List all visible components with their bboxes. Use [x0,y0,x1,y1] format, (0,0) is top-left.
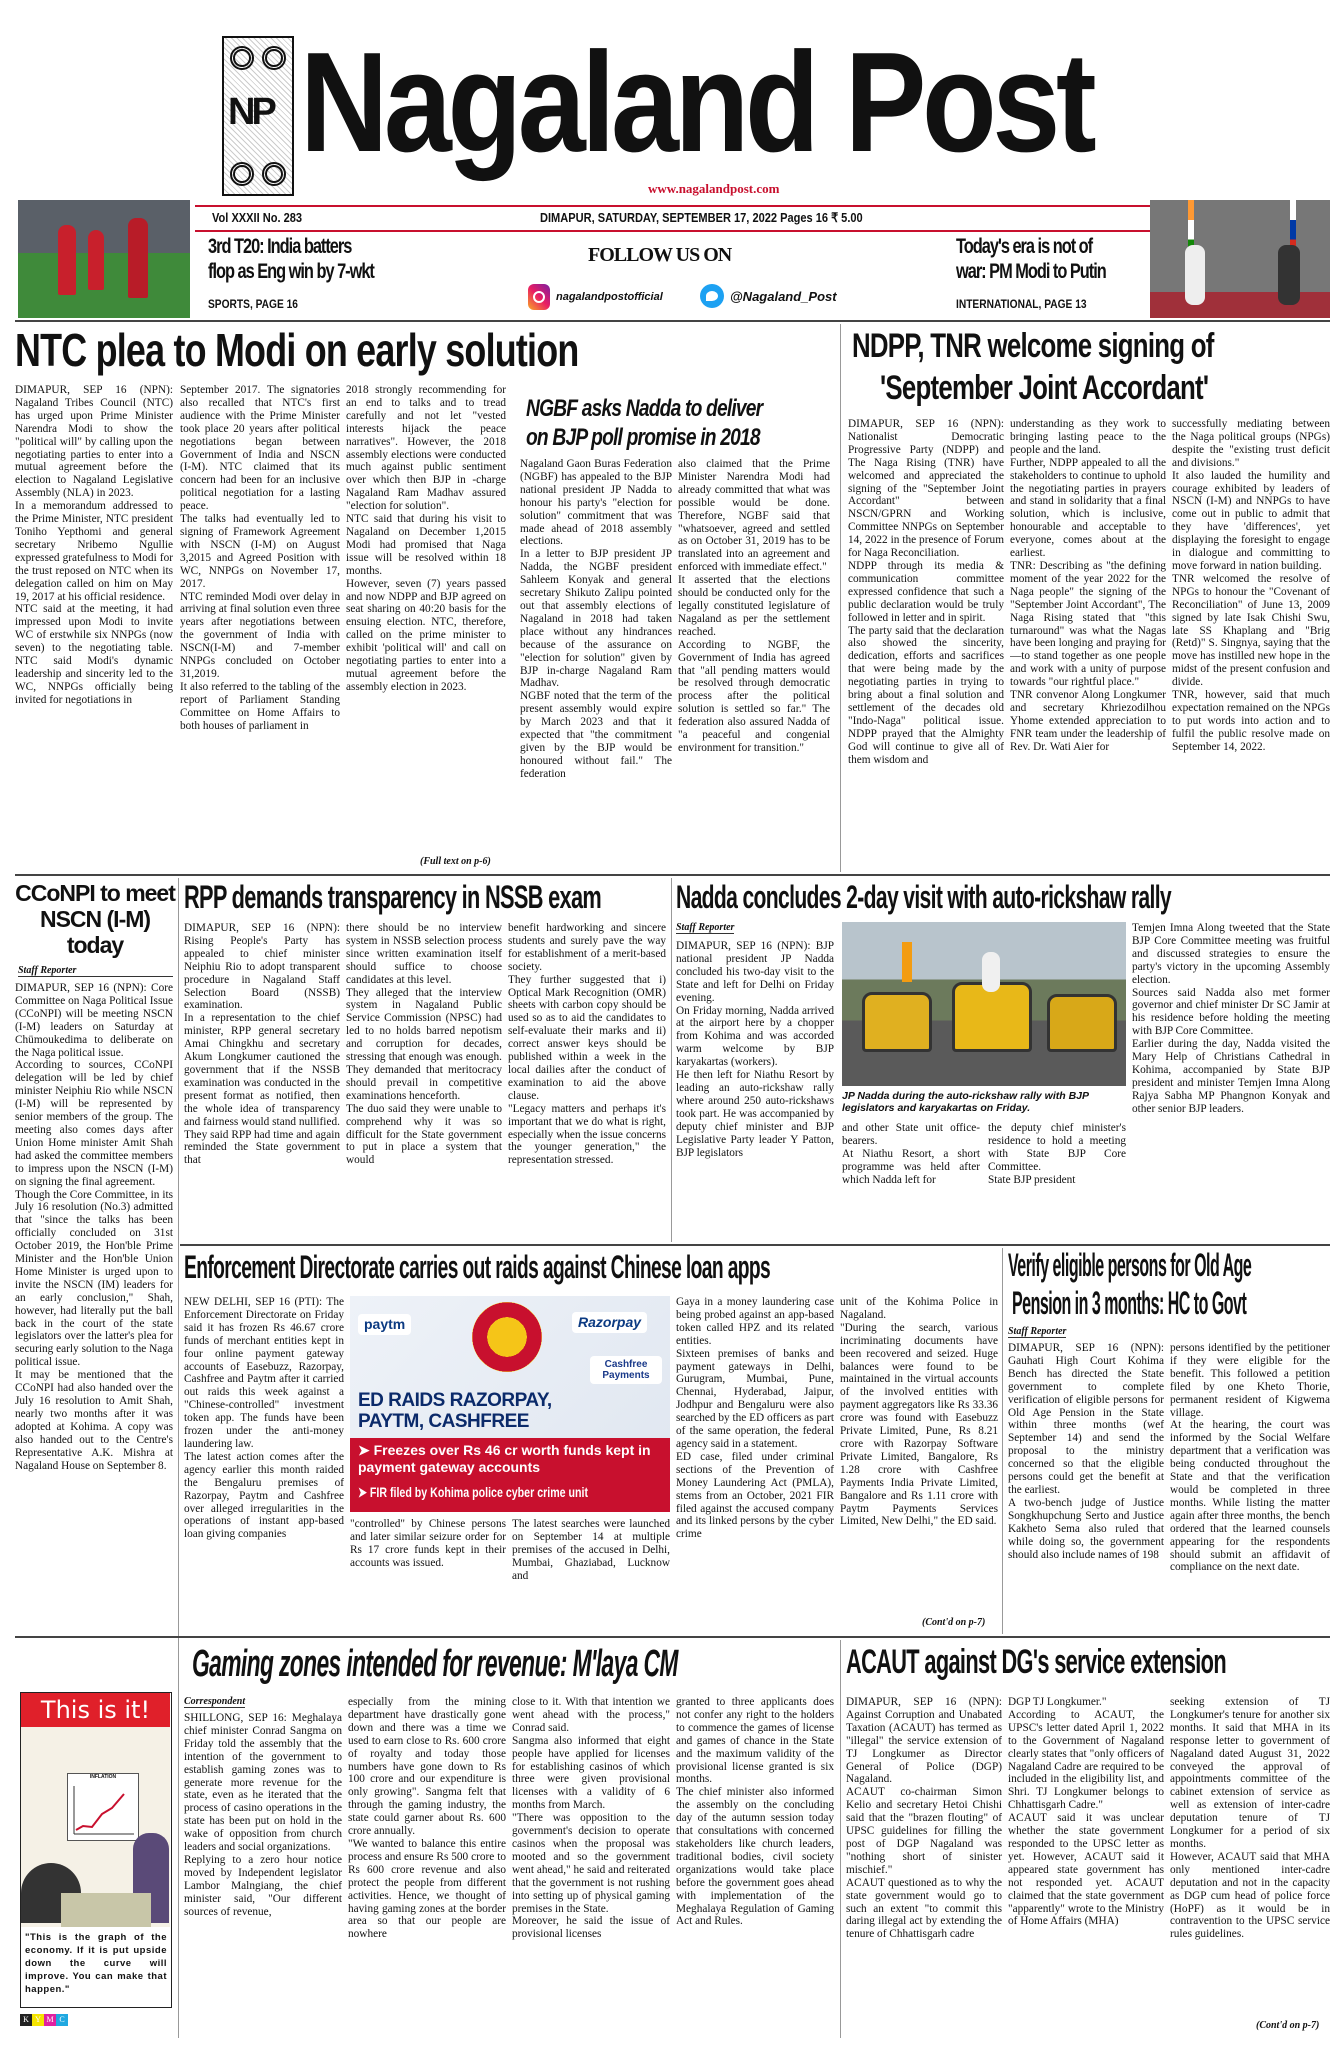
headline-acaut[interactable]: ACAUT against DG's service extension [846,1643,1226,1681]
nadda-col-1: DIMAPUR, SEP 16 (NPN): BJP national president JP Nadda concluded his two-day visit to the State and left for Delhi on Friday evening. On Friday morning, Nadda arrived at the airport here by a chopper from Kohima and was accorded warm welcome by BJP karyakartas (workers). He then left for Niathu Resort by leading an auto-rickshaw rally where around 250 auto-rickshaws took part. He was accompanied by deputy chief minister and BJP Legislative Party leader Y Patton, BJP legislators [676,940,834,1159]
paytm-logo: paytm [358,1314,411,1335]
rpp-col-1: DIMAPUR, SEP 16 (NPN): Rising People's Party has appealed to chief minister Neiphiu Rio to adopt transparent procedure in Nagaland Staff Selection Board (NSSB) examination. In a representation to the chief minister, RPP general secretary Amai Chingkhu and secretary Akum Longkumer cautioned the government that if the NSSB examination was conducted in the present format as notified, then the whole idea of transparency and fairness would stand nullified. They said RPP had time and again reminded the State government that [184,922,340,1167]
ed-graphic-point-2: ➤ FIR filed by Kohima police cyber crime unit [358,1484,589,1500]
cartoon-title: This is it! [21,1693,170,1727]
acaut-continued[interactable]: (Cont'd on p-7) [1256,2020,1320,2031]
ntc-col-2: September 2017. The signatories also recalled that NTC's first audience with the Prime Minister took place 20 years after political negotiations began between Government of India and NSCN (I-M). NTC claimed that its concern had been for an inclusive political negotiation for a lasting peace. The talks had eventually led to signing of Framework Agreement with NSCN (I-M) on August 3,2015 and Agreed Position with WC, NNPGs on November 17, 2017. NTC reminded Modi over delay in arriving at final solution even three years after negotiations between the government of India with NSCN(I-M) and 7-member NNPGs concluded on October 31,2019. It also referred to the tabling of the report of Parliament Standing Committee on Home Affairs to both houses of parliament in [180,384,340,732]
ntc-col-3: 2018 strongly recommending for an end to talks and to tread carefully and not let "vested interests hijack the peace narratives". However, the 2018 assembly elections were conducted much against public sentiment over which then BJP in -charge Nagaland Ram Madhav assured "election for solution". NTC said that during his visit to Nagaland on December 1,2015 Modi had promised that Naga issue will be resolved within 18 months. However, seven (7) years passed and now NDPP and BJP agreed on seat sharing on 40:20 basis for the ensuing election. NTC, therefore, called on the prime minister to exhibit 'political will' and call on negotiating parties to enter into a mutual agreement before the assembly election in 2023. [346,384,506,693]
rpp-col-2: there should be no interview system in NSSB selection process since written examination itself should suffice to choose candidates at this level. They alleged that the interview system in Nagaland Public Service Commission (NPSC) had led to no holds barred nepotism and corruption for decades, stressing that enough was enough. They demanded that meritocracy should prevail in competitive examinations henceforth. The duo said they were unable to comprehend why it was so difficult for the State government to put in place a system that would [346,922,502,1167]
cartoon-inflation-chart: INFLATION [67,1773,139,1841]
ed-col-3: The latest searches were launched on September 14 at multiple premises of the accused in Delhi, Mumbai, Ghaziabad, Lucknow and [512,1518,670,1582]
headline-hc-1[interactable]: Verify eligible persons for Old Age [1008,1247,1252,1283]
acaut-col-3: seeking extension of TJ Longkumer's tenure for another six months. It said that MHA in its response letter to government of Nagaland dated August 31, 2022 conveyed the approval of appointments committee of the cabinet extension of service as well as extension of inter-cadre deputation tenure of TJ Longkumer for a period of six months. However, ACAUT said that MHA only mentioned inter-cadre deputation and not in the capacity as DGP cum head of police force (HoPF) as it would be in contravention to the UPSC service rules guidelines. [1170,1696,1330,1941]
teaser-sports-photo[interactable] [18,200,190,318]
ed-col-5: unit of the Kohima Police in Nagaland. "During the search, various incriminating documents have been recovered and seized. Huge balances were found to be maintained in the virtual accounts of the involved entities with payment aggregators like Rs 33.36 crore was found with Easebuzz Private Limited, Pune, Rs 8.21 crore with Razorpay Software Private Limited, Bangalore, Rs 1.28 crore with Cashfree Payments India Private Limited, Bangalore and Rs 1.11 crore with Paytm Payments Services Limited, New Delhi," the ED said. [840,1296,998,1528]
headline-ndpp-2[interactable]: 'September Joint Accordant' [880,369,1209,407]
gaming-col-3: close to it. With that intention we went ahead with the process," Conrad said. Sangma also informed that eight people have applied for licenses for establishing casinos of which three were given provisional licenses with a validity of 6 months from March. "There was opposition to the government's decision to operate casinos when the proposal was mooted and so the government went ahead," he said and reiterated that the government is not rushing into setting up of physical gaming premises in the State. Moreover, he said the issue of provisional licenses [512,1696,670,1941]
nadda-byline: Staff Reporter [676,922,735,933]
headline-rpp[interactable]: RPP demands transparency in NSSB exam [184,879,602,915]
razorpay-logo: Razorpay [572,1312,647,1333]
headline-ngbf-1[interactable]: NGBF asks Nadda to deliver [526,395,763,422]
gaming-col-1: SHILLONG, SEP 16: Meghalaya chief minister Conrad Sangma on Friday told the assembly that the intention of the government to establish gaming zones was to generate more revenue for the state, even as he iterated that the process of casino operations in the state has been put on hold in the wake of opposition from church leaders and social organizations. Replying to a zero hour notice moved by Independent legislator Lambor Malngiang, the chief minister said, "Our different sources of revenue, [184,1712,342,1918]
dateline: DIMAPUR, SATURDAY, SEPTEMBER 17, 2022 Pages 16 ₹ 5.00 [540,210,863,225]
headline-ntc[interactable]: NTC plea to Modi on early solution [15,324,579,376]
cashfree-logo: Cashfree Payments [590,1356,662,1384]
headline-hc-2[interactable]: Pension in 3 months: HC to Govt [1012,1285,1247,1321]
masthead-title: Nagaland Post [300,23,1093,182]
cconpi-byline: Staff Reporter [18,965,173,977]
nadda-col-2: and other State unit office-bearers. At Niathu Resort, a short programme was held after which Nadda left for [842,1122,980,1186]
hc-col-1: DIMAPUR, SEP 16 (NPN): Gauhati High Court Kohima Bench has directed the State government to complete verification of eligible persons for Old Age Pension in the State within three months (wef September 14) and send the proposal to the ministry concerned so that the eligible persons could get the benefit at the earliest. A two-bench judge of Justice Songkhupchung Serto and Justice Kakheto Sema also ruled that while doing so, the government should also include names of 198 [1008,1342,1164,1561]
cartoon [20,1692,172,2008]
ed-col-1: NEW DELHI, SEP 16 (PTI): The Enforcement Directorate on Friday said it has frozen Rs 46.67 crore funds of merchant entities kept in four online payment gateway accounts of Easebuzz, Razorpay, Cashfree and Paytm after it carried out raids this week against a "Chinese-controlled" investment token app. The funds have been frozen under the anti-money laundering law. The latest action comes after the agency earlier this month raided the Bengaluru premises of Razorpay, Paytm and Cashfree over alleged irregularities in the operations of instant app-based loan giving companies [184,1296,344,1541]
gaming-col-4: granted to three applicants does not confer any right to the holders to commence the games of license and games of chance in the State and the maximum validity of the provisional license granted is six months. The chief minister also informed the assembly on the concluding day of the autumn session today that consultations with concerned stakeholders like church leaders, traditional bodies, civil society organizations would take place before the government goes ahead with implementation of the Meghalaya Regulation of Gaming Act and Rules. [676,1696,834,1928]
teaser-international-photo[interactable] [1150,200,1330,318]
gaming-byline: Correspondent [184,1696,246,1707]
ntc-col-1: DIMAPUR, SEP 16 (NPN): Nagaland Tribes Council (NTC) has urged upon Prime Minister Narendra Modi to show the "political will" by calling upon the negotiating parties to enter into a mutual agreement before the election to Nagaland Legislative Assembly (NLA) in 2023. In a memorandum addressed to the Prime Minister, NTC president Toniho Yepthomi and general secretary Nribemo Ngullie expressed gratefulness to Modi for the trust reposed on NTC when its delegation called on him on May 19, 2017 at his official residence. NTC said at the meeting, it had impressed upon Modi to invite WC of erstwhile six NNPGs (now seven) to the negotiating table. NTC said Modi's dynamic leadership and sincerity led to the WC, NNPGs officially being invited for negotiations in [15,384,173,706]
nadda-col-4: Temjen Imna Along tweeted that the State BJP Core Committee meeting was fruitful and discussed strategies to ensure the party's victory in the upcoming Assembly election. Sources said Nadda also met former governor and chief minister Dr SC Jamir at his residence before holding the meeting with BJP Core Committee. Earlier during the day, Nadda visited the Mary Help of Christians Cathedral in Kohima, accompanied by State BJP president and minister Temjen Imna Along Rajya Sabha MP Phangnon Konyak and other senior BJP leaders. [1132,922,1330,1115]
ndpp-col-3: successfully mediating between the Naga political groups (NPGs) despite the "existing trust deficit and divisions." It also lauded the humility and courage exhibited by leaders of NSCN (I-M) and NNPGs to have come out in public to admit that they have 'differences', yet displaying the foresight to engage in dialogue and committing to move forward in nation building. TNR welcomed the resolve of NPGs to honour the "Covenant of Reconciliation" of June 13, 2009 signed by late Isak Chishi Swu, late SS Khaplang and "Brig (Retd)" S. Singnya, saying that the move has instilled new hope in the midst of the present confusion and divide. TNR, however, said that much expectation remained on the NPGs to put words into action and to fulfil the public resolve made on September 14, 2022. [1172,418,1330,753]
ngbf-col-1: Nagaland Gaon Buras Federation (NGBF) has appealed to the BJP national president JP Nadda to honour his party's "election for solution" commitment that was made ahead of 2018 assembly elections. In a letter to BJP president JP Nadda, the NGBF president Sahleem Konyak and general secretary Shikuto Zalipu pointed out that assembly elections of Nagaland in 2018 had taken place without any hindrances because of the assurance on "election for solution" given by BJP in-charge Nagaland Ram Madhav. NGBF noted that the term of the present assembly would expire by March 2023 and that it expected that "the commitment given by the BJP would be honoured without fail." The federation [520,458,672,780]
headline-ngbf-2[interactable]: on BJP poll promise in 2018 [526,424,760,451]
twitter-link[interactable]: @Nagaland_Post [700,284,837,308]
ndpp-col-1: DIMAPUR, SEP 16 (NPN): Nationalist Democratic Progressive Party (NDPP) and The Naga Rising (TNR) have welcomed and appreciated the signing of the "September Joint Accordant" between NSCN/GPRN and Working Committee NNPGs on September 14, 2022 in the presence of Forum for Naga Reconciliation. NDPP through its media & communication committee expressed confidence that such a public declaration would be truly followed in letter and in spirit. The party said that the declaration also showed the sincerity, dedication, efforts and sacrifices that were being made by the negotiating parties in trying to bring about a final solution and settlement of the decades old "Indo-Naga" political issue. NDPP prayed that the Almighty God will continue to give all of them wisdom and [848,418,1004,766]
acaut-col-2: DGP TJ Longkumer." According to ACAUT, the UPSC's letter dated April 1, 2022 to the Government of Nagaland clearly states that "only officers of Nagaland Cadre are required to be included in the eligibility list, and Shri. TJ Longkumer belongs to Chhattisgarh Cadre." ACAUT said it was unclear whether the state government responded to the UPSC letter as yet. However, ACAUT said it appeared state government has not responded yet. ACAUT claimed that the state government "apparently" wrote to the Ministry of Home Affairs (MHA) [1008,1696,1164,1928]
ed-graphic-title: ED RAIDS RAZORPAY, PAYTM, CASHFREE [358,1390,552,1432]
headline-gaming[interactable]: Gaming zones intended for revenue: M'laya CM [192,1643,678,1685]
headline-cconpi[interactable]: CCoNPI to meet NSCN (I-M) today [15,880,175,958]
ed-continued[interactable]: (Cont'd on p-7) [922,1617,986,1628]
headline-ed[interactable]: Enforcement Directorate carries out raids against Chinese loan apps [184,1249,771,1285]
follow-us-label: FOLLOW US ON [588,244,732,266]
website-link[interactable]: www.nagalandpost.com [648,181,780,196]
ntc-continued[interactable]: (Full text on p-6) [420,856,491,867]
ed-emblem-icon [472,1302,542,1372]
cartoon-caption: "This is the graph of the economy. If it is put upside down the curve will improve. You can make that happen." [25,1932,167,1995]
instagram-link[interactable]: nagalandpostofficial [528,284,663,310]
nadda-rally-photo[interactable] [842,922,1126,1086]
rpp-col-3: benefit hardworking and sincere students and surely pave the way for establishment of a merit-based society. They further suggested that i) Optical Mark Recognition (OMR) sheets with carbon copy should be used so as to aid the candidates to self-evaluate their marks and ii) correct answer keys should be published within a week in the local dailies after the conduct of examination to aid the above clause. "Legacy matters and perhaps it's important that we do what is right, especially when the issue concerns the younger generation," the representation stressed. [508,922,666,1167]
ngbf-col-2: also claimed that the Prime Minister Narendra Modi had already committed that what was possible would be done. Therefore, NGBF said that "whatsoever, agreed and settled as on October 31, 2019 has to be translated into an agreement and enforced with immediate effect." It asserted that the elections should be conducted only for the legally constituted legislature of Nagaland as per the settlement reached. According to NGBF, the Government of India has agreed that "all pending matters would be resolved through democratic process after the political solution is settled so far." The federation also assured Nadda of "a peaceful and congenial environment for transition." [678,458,830,754]
acaut-col-1: DIMAPUR, SEP 16 (NPN): Against Corruption and Unabated Taxation (ACAUT) has termed as "illegal" the service extension of TJ Longkumer as Director General of Police (DGP) Nagaland. ACAUT co-chairman Simon Kelio and secretary Hetoi Chishi said that the "brazen flouting" of UPSC guidelines for filling the post of DGP Nagaland was "nothing short of sinister mischief." ACAUT questioned as to why the state government would go to such an extent "to commit this daring illegal act by extending the tenure of Chhattisgarh cadre [846,1696,1002,1941]
masthead-logo: NP [222,36,294,196]
ed-graphic-point-1: ➤ Freezes over Rs 46 cr worth funds kept in payment gateway accounts [358,1442,651,1475]
ed-col-2: "controlled" by Chinese persons and later similar seizure order for Rs 17 crore funds kept in their accounts was issued. [350,1518,506,1569]
nadda-photo-caption: JP Nadda during the auto-rickshaw rally with BJP legislators and karyakartas on Friday. [842,1090,1089,1114]
hc-col-2: persons identified by the petitioner if they were eligible for the benefit. This followed a petition filed by one Kheto Thorie, permanent resident of Kigwema village. At the hearing, the court was informed by the Social Welfare department that a verification was being conducted throughout the State and that the verification would be completed in three months. While listing the matter again after three months, the bench ordered that the learned counsels appearing for the respondents should submit an affidavit of compliance on the next date. [1170,1342,1330,1574]
headline-nadda[interactable]: Nadda concludes 2-day visit with auto-rickshaw rally [676,879,1172,915]
cconpi-col-1: DIMAPUR, SEP 16 (NPN): Core Committee on Naga Political Issue (CCoNPI) will be meeting NSCN (I-M) leaders on Saturday at Chümoukedima to deliberate on the Naga political issue. According to sources, CCoNPI delegation will be led by chief minister Neiphiu Rio while NSCN (I-M) will be represented by senior members of the group. The meeting also comes days after Union Home minister Amit Shah had asked the committee members to impress upon the NSCN (I-M) on signing the final agreement. Though the Core Committee, in its July 16 resolution (No.3) admitted that "since the talks has been officially concluded on 31st October 2019, the Hon'ble Prime Minister and the Hon'ble Union Home Minister is urged upon to invite the NSCN (IM) leaders for an early conclusion," Shah, however, had literally put the ball back in the court of the state legislators over the latter's plea for securing early solution to the Naga political issue. It may be mentioned that the CCoNPI had also handed over the July 16 resolution to Amit Shah, nearly two months after it was adopted at Kohima. A copy was also handed out to the Centre's Representative A.K. Mishra at Nagaland House on September 8. [15,982,173,1472]
ndpp-col-2: understanding as they work to bringing lasting peace to the people and the land. Further, NDPP appealed to all the stakeholders to continue to uphold the negotiating parties in prayers and stand in solidarity that a final solution, which is inclusive, honourable and acceptable to everyone, comes about at the earliest. TNR: Describing as "the defining moment of the year 2022 for the Naga people" the signing of the "September Joint Accordant", The Naga Rising stated that "this turnaround" was what the Nagas have been longing and praying for—to stand together as one people and work with a unity of purpose towards "our rightful place." TNR convenor Along Longkumer and secretary Khriezodilhou Yhome extended appreciation to FNR team under the leadership of Rev. Dr. Wati Aier for [1010,418,1166,753]
hc-byline: Staff Reporter [1008,1326,1067,1337]
instagram-icon [528,284,550,310]
twitter-icon [700,284,724,308]
color-registration-bar: K Y M C [20,2014,68,2026]
ed-raids-graphic[interactable] [350,1296,670,1512]
nadda-col-3: the deputy chief minister's residence to hold a meeting with State BJP Core Committee. State BJP president [988,1122,1126,1186]
volume-number: Vol XXXII No. 283 [212,210,303,225]
ed-col-4: Gaya in a money laundering case being probed against an app-based token called HPZ and its related entities. Sixteen premises of banks and payment gateways in Delhi, Gurugram, Mumbai, Pune, Chennai, Hyderabad, Jaipur, Jodhpur and Bengaluru were also searched by the ED officers as part of the same operation, the federal agency said in a statement. ED case, filed under criminal sections of the Prevention of Money Laundering Act (PMLA), stems from an October, 2021 FIR filed against the accused company and its linked persons by the cyber crime [676,1296,834,1541]
gaming-col-2: especially from the mining department have drastically gone down and there was a time we used to earn close to Rs. 600 crore of royalty and today those numbers have gone down to Rs 100 crore and our expenditure is only growing". Sangma felt that through the gaming industry, the state could garner about Rs. 600 crore annually. "We wanted to balance this entire process and ensure Rs 500 crore to Rs 600 crore revenue and also protect the people from different activities. Hence, we thought of having gaming zones at the border area so that our people are nowhere [348,1696,506,1941]
headline-ndpp-1[interactable]: NDPP, TNR welcome signing of [852,327,1214,365]
